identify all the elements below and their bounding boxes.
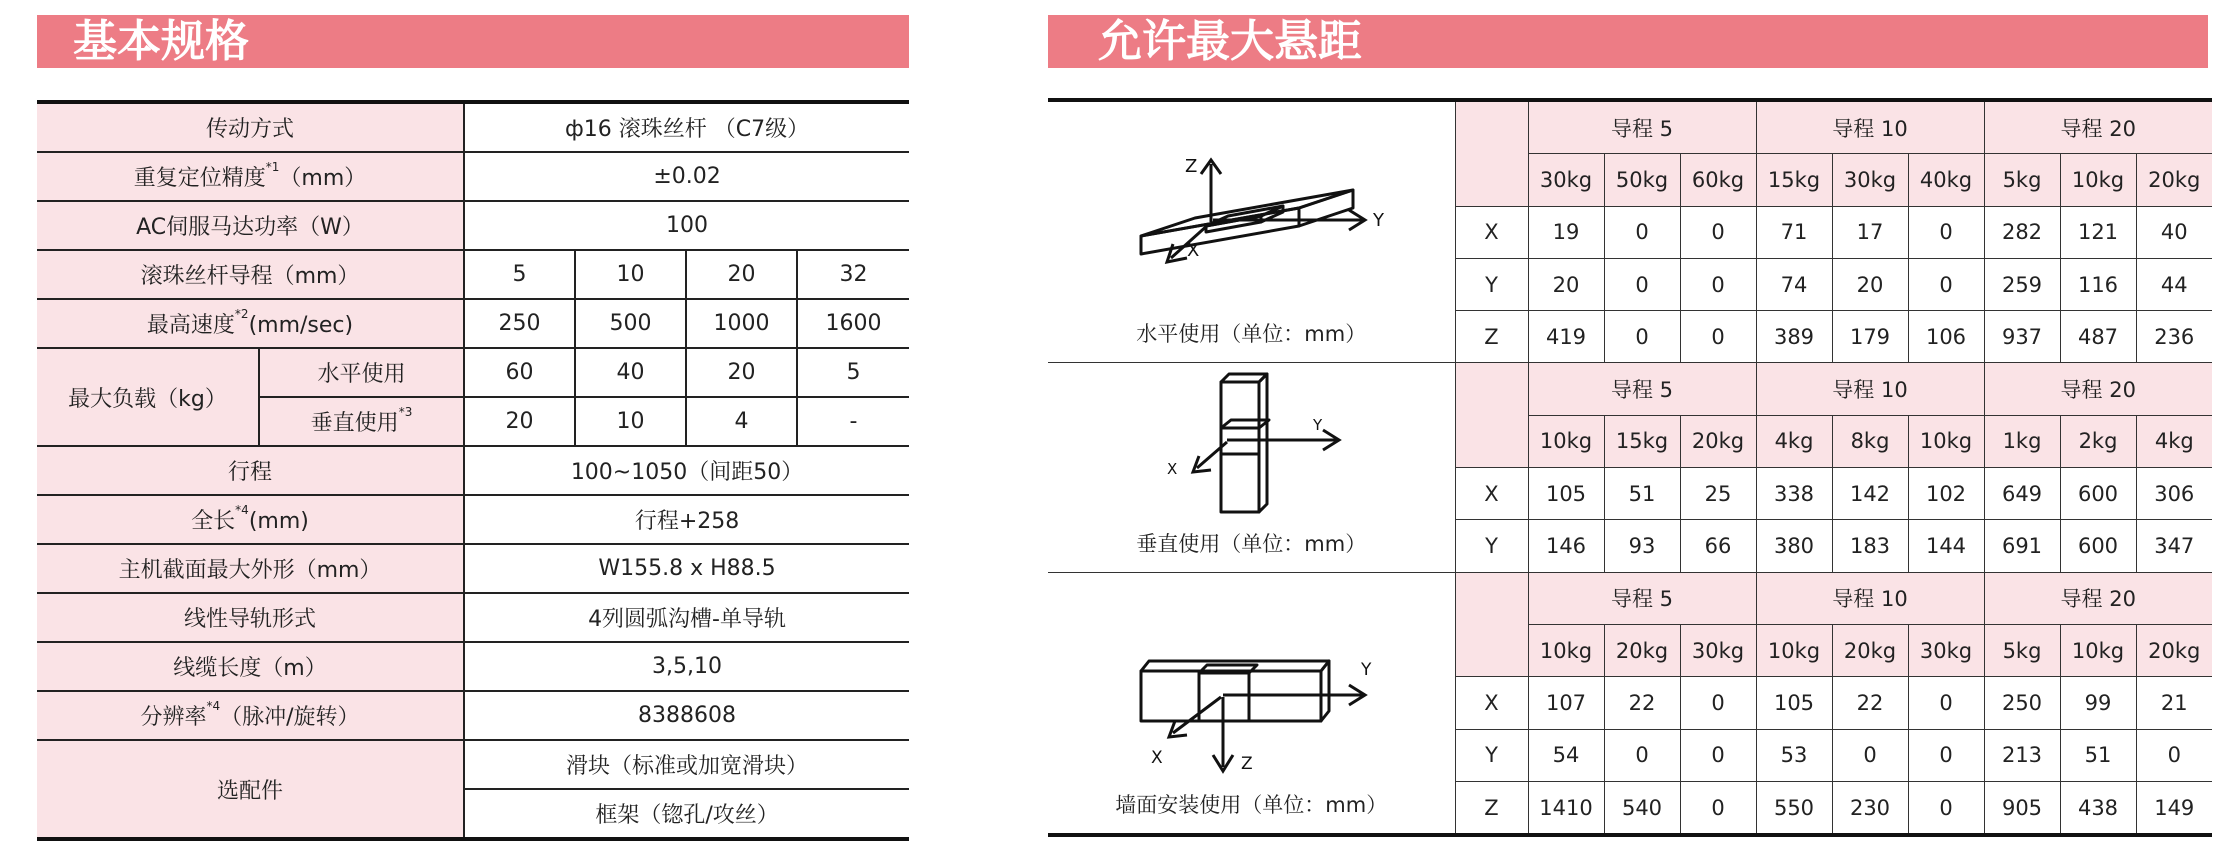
cable-value: 3,5,10 <box>464 642 909 691</box>
overhang-value: 0 <box>1908 258 1984 310</box>
overhang-value: 1410 <box>1528 781 1604 835</box>
load-header: 40kg <box>1908 154 1984 206</box>
overhang-value: 0 <box>1908 677 1984 729</box>
vertical-caption: 垂直使用（单位：mm） <box>1136 531 1367 556</box>
spec-row-stroke <box>37 446 909 495</box>
lead-header: 导程 20 <box>1984 363 2212 415</box>
horizontal-load-value: 20 <box>686 348 797 397</box>
lead-header: 导程 5 <box>1528 363 1756 415</box>
spec-row-drive <box>37 102 909 152</box>
spec-row-options-1 <box>37 740 909 789</box>
load-header: 4kg <box>1756 415 1832 467</box>
load-header: 8kg <box>1832 415 1908 467</box>
vertical-use-diagram <box>1141 368 1361 518</box>
motor-label: AC伺服马达功率（W） <box>37 201 464 250</box>
overhang-value: 0 <box>1832 729 1908 781</box>
horizontal-load-value: 40 <box>575 348 686 397</box>
vertical-footnote: *3 <box>398 405 413 419</box>
overhang-value: 179 <box>1832 311 1908 363</box>
overhang-title-banner <box>1048 15 2208 68</box>
spec-row-motor <box>37 201 909 250</box>
load-header: 10kg <box>1528 415 1604 467</box>
overhang-value: 691 <box>1984 520 2060 572</box>
overhang-value: 105 <box>1528 468 1604 520</box>
axis-label: Z <box>1455 311 1528 363</box>
speed-label-cell <box>37 299 464 348</box>
stroke-label: 行程 <box>37 446 464 495</box>
wall-diagram-cell <box>1048 572 1455 835</box>
spec-row-speed <box>37 299 909 348</box>
vertical-load-value: - <box>797 397 909 446</box>
overhang-value: 21 <box>2136 677 2212 729</box>
overhang-value: 380 <box>1756 520 1832 572</box>
overhang-value: 0 <box>1680 677 1756 729</box>
overhang-value: 40 <box>2136 206 2212 258</box>
overhang-value: 25 <box>1680 468 1756 520</box>
load-header: 20kg <box>1604 624 1680 676</box>
speed-value: 1000 <box>686 299 797 348</box>
load-header: 5kg <box>1984 154 2060 206</box>
lead-header: 导程 20 <box>1984 572 2212 624</box>
vertical-diagram-cell <box>1048 363 1455 572</box>
overhang-value: 600 <box>2060 520 2136 572</box>
spec-row-cable <box>37 642 909 691</box>
vertical-label-cell <box>259 397 464 446</box>
axis-label: X <box>1455 468 1528 520</box>
length-label: 全长 <box>191 509 236 534</box>
wall-mount-diagram <box>1111 649 1391 779</box>
overhang-value: 540 <box>1604 781 1680 835</box>
load-header: 2kg <box>2060 415 2136 467</box>
load-header: 10kg <box>2060 154 2136 206</box>
drive-value: ф16 滚珠丝杆 （C7级） <box>464 102 909 152</box>
axis-label: Y <box>1455 729 1528 781</box>
overhang-value: 0 <box>1604 206 1680 258</box>
section-value: W155.8 x H88.5 <box>464 544 909 593</box>
load-header: 30kg <box>1528 154 1604 206</box>
overhang-value: 44 <box>2136 258 2212 310</box>
horizontal-load-value: 5 <box>797 348 909 397</box>
overhang-value: 649 <box>1984 468 2060 520</box>
lead-value: 32 <box>797 250 909 299</box>
axis-header-blank <box>1455 572 1528 677</box>
spec-title-banner <box>37 15 909 68</box>
spec-row-length <box>37 495 909 544</box>
load-header: 4kg <box>2136 415 2212 467</box>
overhang-value: 0 <box>1604 258 1680 310</box>
overhang-value: 0 <box>1680 311 1756 363</box>
overhang-table <box>1048 98 2212 837</box>
axis-label: X <box>1455 677 1528 729</box>
vertical-load-value: 10 <box>575 397 686 446</box>
load-label: 最大负载（kg） <box>37 348 259 446</box>
repeat-value: ±0.02 <box>464 152 909 201</box>
overhang-value: 102 <box>1908 468 1984 520</box>
horizontal-caption: 水平使用（单位：mm） <box>1136 322 1367 347</box>
spec-row-repeat <box>37 152 909 201</box>
overhang-value: 0 <box>1908 781 1984 835</box>
overhang-value: 66 <box>1680 520 1756 572</box>
z-axis-label: Z <box>1241 754 1253 775</box>
overhang-value: 22 <box>1604 677 1680 729</box>
overhang-value: 105 <box>1756 677 1832 729</box>
overhang-value: 99 <box>2060 677 2136 729</box>
spec-row-load-horizontal <box>37 348 909 397</box>
x-axis-label: X <box>1167 459 1178 478</box>
lead-label: 滚珠丝杆导程（mm） <box>37 250 464 299</box>
vertical-label: 垂直使用 <box>310 411 399 436</box>
overhang-value: 0 <box>1680 781 1756 835</box>
resolution-label: 分辨率 <box>140 705 207 730</box>
length-footnote: *4 <box>235 503 249 517</box>
motor-value: 100 <box>464 201 909 250</box>
overhang-value: 0 <box>1680 729 1756 781</box>
overhang-value: 0 <box>1680 206 1756 258</box>
resolution-unit: （脉冲/旋转） <box>220 705 360 730</box>
horizontal-use-diagram <box>1101 148 1401 308</box>
overhang-value: 149 <box>2136 781 2212 835</box>
overhang-value: 0 <box>1604 729 1680 781</box>
horizontal-diagram-cell <box>1048 100 1455 363</box>
vertical-lead-row <box>1048 363 2212 415</box>
y-axis-label: Y <box>1373 210 1385 232</box>
overhang-value: 937 <box>1984 311 2060 363</box>
spec-row-section <box>37 544 909 593</box>
overhang-value: 0 <box>1604 311 1680 363</box>
options-value: 框架（锪孔/攻丝） <box>464 789 909 839</box>
axis-label: X <box>1455 206 1528 258</box>
speed-value: 250 <box>464 299 575 348</box>
load-header: 20kg <box>1832 624 1908 676</box>
x-axis-label: X <box>1187 240 1200 262</box>
overhang-value: 550 <box>1756 781 1832 835</box>
lead-value: 20 <box>686 250 797 299</box>
length-label-cell <box>37 495 464 544</box>
overhang-value: 51 <box>2060 729 2136 781</box>
overhang-value: 146 <box>1528 520 1604 572</box>
z-axis-label: Z <box>1185 156 1198 178</box>
stroke-value: 100~1050（间距50） <box>464 446 909 495</box>
lead-header: 导程 20 <box>1984 100 2212 154</box>
axis-header-blank <box>1455 100 1528 206</box>
overhang-value: 53 <box>1756 729 1832 781</box>
overhang-value: 22 <box>1832 677 1908 729</box>
length-value: 行程+258 <box>464 495 909 544</box>
overhang-value: 142 <box>1832 468 1908 520</box>
overhang-value: 600 <box>2060 468 2136 520</box>
axis-label: Y <box>1455 520 1528 572</box>
load-header: 50kg <box>1604 154 1680 206</box>
overhang-value: 121 <box>2060 206 2136 258</box>
overhang-value: 71 <box>1756 206 1832 258</box>
lead-header: 导程 10 <box>1756 100 1984 154</box>
spec-row-lead <box>37 250 909 299</box>
wall-caption: 墙面安装使用（单位：mm） <box>1115 793 1388 818</box>
load-header: 30kg <box>1908 624 1984 676</box>
overhang-value: 438 <box>2060 781 2136 835</box>
guide-value: 4列圆弧沟槽-单导轨 <box>464 593 909 642</box>
overhang-value: 144 <box>1908 520 1984 572</box>
lead-header: 导程 10 <box>1756 572 1984 624</box>
overhang-title: 允许最大悬距 <box>1098 16 1362 67</box>
overhang-value: 20 <box>1832 258 1908 310</box>
lead-header: 导程 5 <box>1528 572 1756 624</box>
resolution-footnote: *4 <box>206 699 221 713</box>
overhang-value: 183 <box>1832 520 1908 572</box>
overhang-value: 51 <box>1604 468 1680 520</box>
overhang-value: 116 <box>2060 258 2136 310</box>
overhang-value: 107 <box>1528 677 1604 729</box>
load-header: 30kg <box>1680 624 1756 676</box>
repeat-label-cell <box>37 152 464 201</box>
overhang-value: 17 <box>1832 206 1908 258</box>
lead-value: 10 <box>575 250 686 299</box>
wall-lead-row <box>1048 572 2212 624</box>
load-header: 1kg <box>1984 415 2060 467</box>
speed-unit: (mm/sec) <box>248 313 354 338</box>
overhang-value: 236 <box>2136 311 2212 363</box>
drive-label: 传动方式 <box>37 102 464 152</box>
load-header: 60kg <box>1680 154 1756 206</box>
speed-footnote: *2 <box>234 307 249 321</box>
guide-label: 线性导轨形式 <box>37 593 464 642</box>
overhang-value: 20 <box>1528 258 1604 310</box>
speed-value: 500 <box>575 299 686 348</box>
cable-label: 线缆长度（m） <box>37 642 464 691</box>
horizontal-load-value: 60 <box>464 348 575 397</box>
load-header: 10kg <box>1528 624 1604 676</box>
load-header: 15kg <box>1604 415 1680 467</box>
lead-header: 导程 5 <box>1528 100 1756 154</box>
overhang-value: 419 <box>1528 311 1604 363</box>
vertical-load-value: 20 <box>464 397 575 446</box>
overhang-value: 213 <box>1984 729 2060 781</box>
overhang-value: 487 <box>2060 311 2136 363</box>
repeat-unit: （mm） <box>279 166 367 191</box>
overhang-value: 0 <box>2136 729 2212 781</box>
lead-header: 导程 10 <box>1756 363 1984 415</box>
load-header: 30kg <box>1832 154 1908 206</box>
load-header: 10kg <box>1908 415 1984 467</box>
load-header: 20kg <box>2136 154 2212 206</box>
resolution-value: 8388608 <box>464 691 909 740</box>
repeat-footnote: *1 <box>265 160 280 174</box>
repeat-label: 重复定位精度 <box>133 166 266 191</box>
overhang-value: 905 <box>1984 781 2060 835</box>
speed-label: 最高速度 <box>146 313 235 338</box>
spec-title: 基本规格 <box>73 16 249 67</box>
overhang-value: 306 <box>2136 468 2212 520</box>
overhang-value: 93 <box>1604 520 1680 572</box>
horizontal-lead-row <box>1048 100 2212 154</box>
load-header: 10kg <box>1756 624 1832 676</box>
axis-label: Z <box>1455 781 1528 835</box>
x-axis-label: X <box>1151 748 1163 769</box>
options-value: 滑块（标准或加宽滑块） <box>464 740 909 789</box>
overhang-value: 338 <box>1756 468 1832 520</box>
y-axis-label: Y <box>1361 660 1372 681</box>
overhang-value: 0 <box>1680 258 1756 310</box>
overhang-value: 347 <box>2136 520 2212 572</box>
overhang-value: 0 <box>1908 206 1984 258</box>
horizontal-label: 水平使用 <box>259 348 464 397</box>
vertical-load-value: 4 <box>686 397 797 446</box>
overhang-value: 259 <box>1984 258 2060 310</box>
lead-value: 5 <box>464 250 575 299</box>
overhang-value: 389 <box>1756 311 1832 363</box>
overhang-value: 106 <box>1908 311 1984 363</box>
spec-table <box>37 100 909 841</box>
options-label: 选配件 <box>37 740 464 839</box>
y-axis-label: Y <box>1313 415 1323 434</box>
axis-label: Y <box>1455 258 1528 310</box>
section-label: 主机截面最大外形（mm） <box>37 544 464 593</box>
overhang-value: 19 <box>1528 206 1604 258</box>
overhang-value: 54 <box>1528 729 1604 781</box>
spec-row-resolution <box>37 691 909 740</box>
load-header: 15kg <box>1756 154 1832 206</box>
speed-value: 1600 <box>797 299 909 348</box>
resolution-label-cell <box>37 691 464 740</box>
load-header: 5kg <box>1984 624 2060 676</box>
axis-header-blank <box>1455 363 1528 468</box>
length-unit: (mm) <box>248 509 309 534</box>
load-header: 10kg <box>2060 624 2136 676</box>
overhang-value: 0 <box>1908 729 1984 781</box>
overhang-value: 230 <box>1832 781 1908 835</box>
spec-row-guide <box>37 593 909 642</box>
load-header: 20kg <box>2136 624 2212 676</box>
overhang-value: 250 <box>1984 677 2060 729</box>
overhang-value: 74 <box>1756 258 1832 310</box>
overhang-value: 282 <box>1984 206 2060 258</box>
load-header: 20kg <box>1680 415 1756 467</box>
